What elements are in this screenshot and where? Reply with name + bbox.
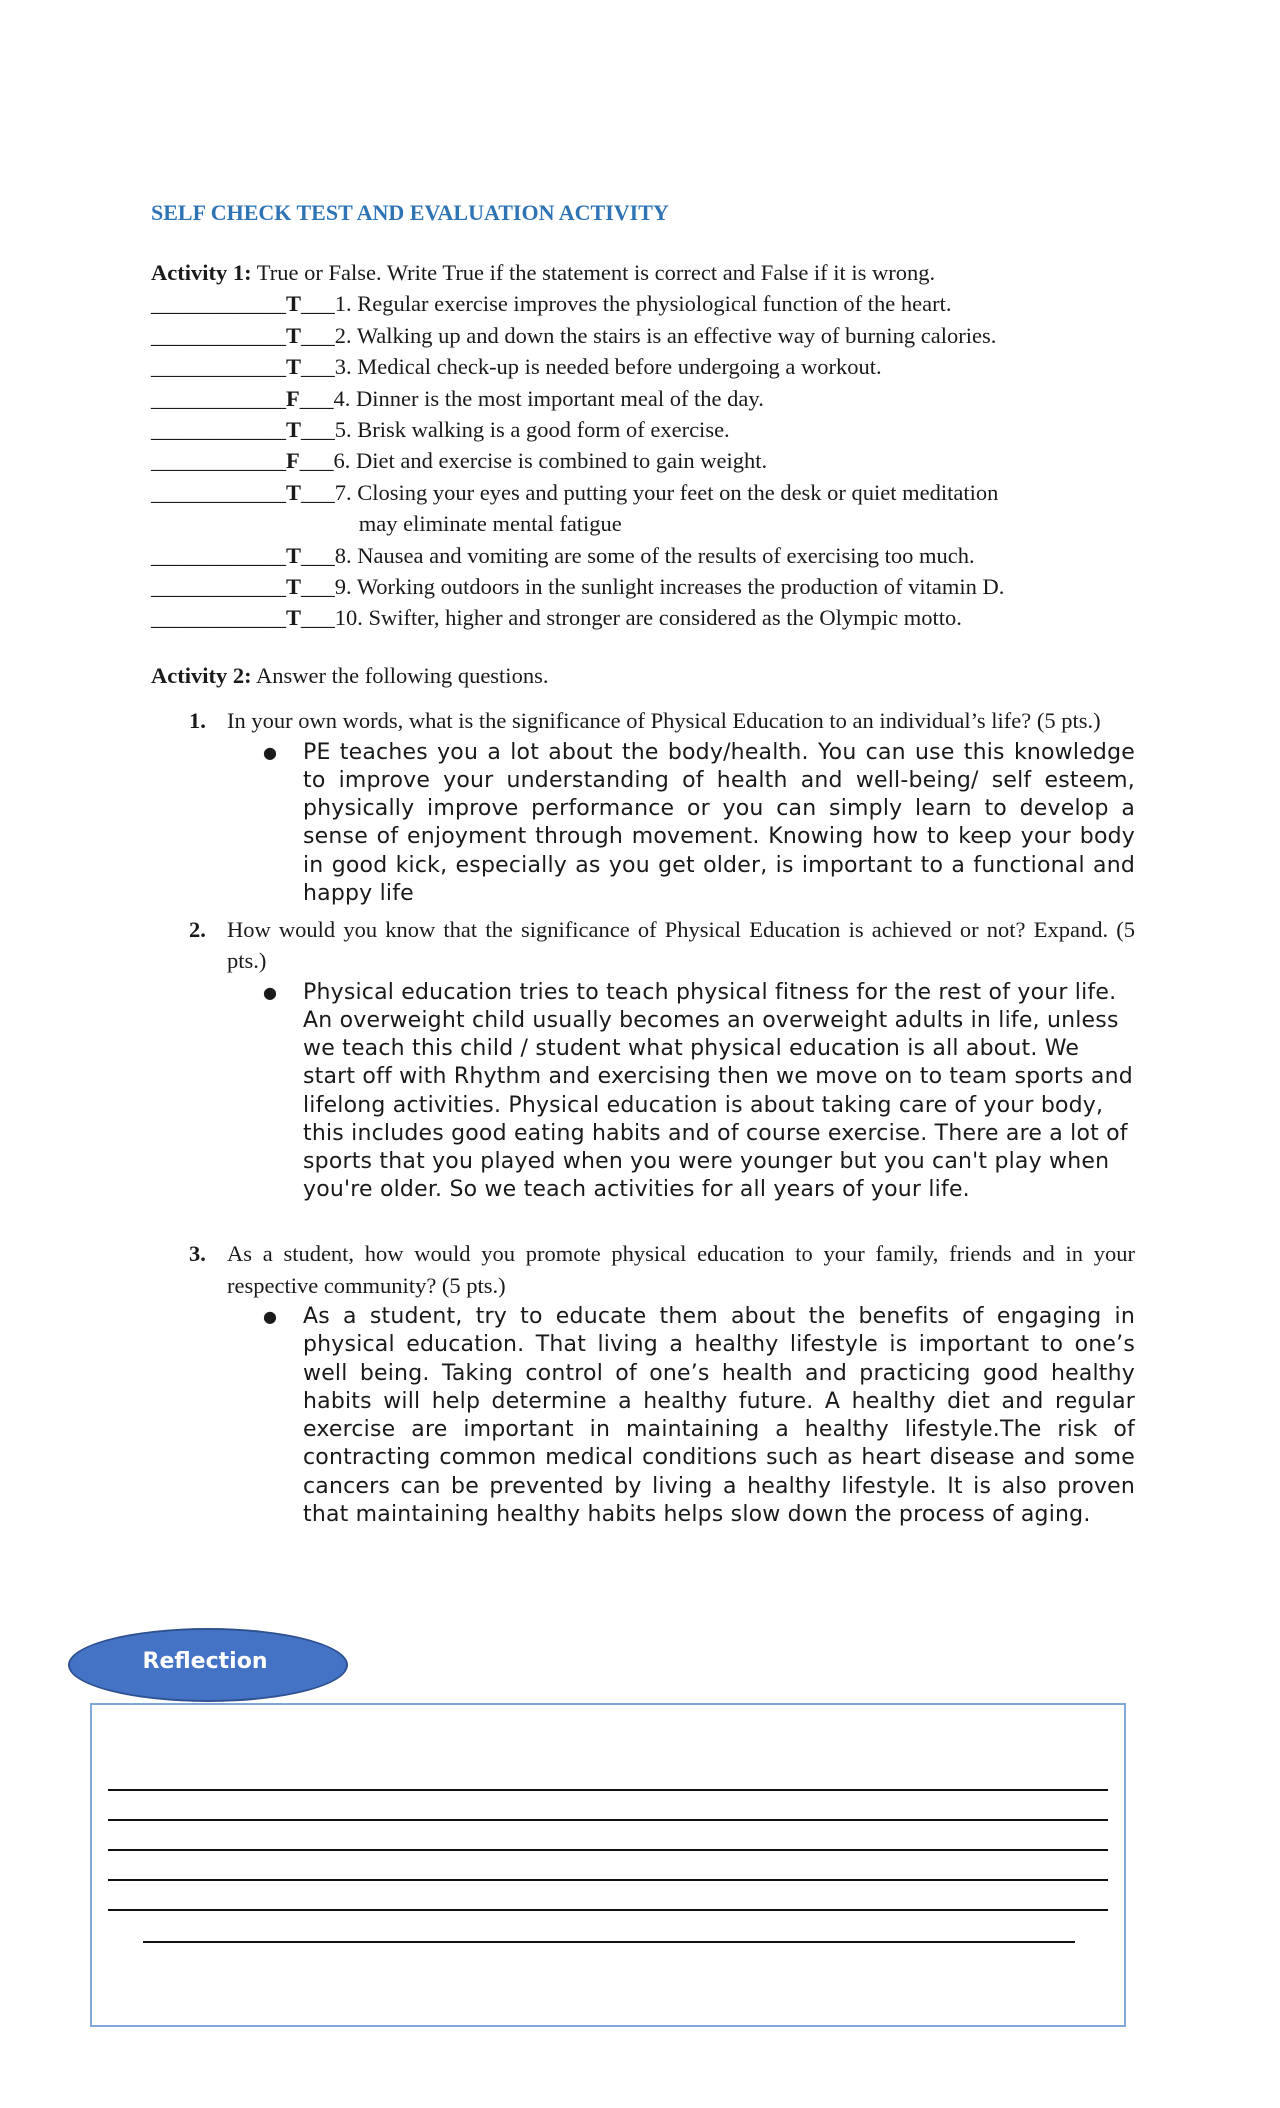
page-title: SELF CHECK TEST AND EVALUATION ACTIVITY xyxy=(151,200,669,225)
true-false-item xyxy=(151,414,1131,445)
tf-statement-text: 3. Medical check-up is needed before undergoing a workout. xyxy=(334,354,882,380)
answer-bullet xyxy=(227,979,1135,1205)
answer-text: Physical education tries to teach physical fitness for the rest of your life. An overweight child usually becomes an overweight adults in life, unless we teach this child / student what physical education is all about. We start off with Rhythm and exercising then we move on to team sports and lifelong activities. Physical education is about taking care of your body, this includes good eating habits and of course exercise. There are a lot of sports that you played when you were younger but you can't play when you're older. So we teach activities for all years of your life. xyxy=(303,979,1133,1203)
answer-blank: ____________ xyxy=(151,605,286,631)
question-list xyxy=(151,705,1135,1529)
tf-statement-text: 1. Regular exercise improves the physiological function of the heart. xyxy=(334,291,952,317)
question-text: As a student, how would you promote physical education to your family, friends and in your respective community? (5 pts.) xyxy=(227,1241,1135,1298)
tf-statement xyxy=(335,351,882,382)
true-false-item xyxy=(151,383,1131,414)
answer-blank: ____________ xyxy=(151,479,286,505)
tf-answer: F xyxy=(286,385,300,411)
answer-blank-trailing: ___ xyxy=(299,448,334,474)
activity-1-intro xyxy=(151,257,1131,288)
tf-statement-text: 4. Dinner is the most important meal of the day. xyxy=(333,385,764,411)
answer-bullet xyxy=(227,739,1135,908)
tf-statement xyxy=(335,320,997,351)
answer-blank-trailing: ___ xyxy=(301,479,335,505)
tf-answer: T xyxy=(286,479,302,505)
tf-statement-text: 9. Working outdoors in the sunlight increases the production of vitamin D. xyxy=(334,574,1005,600)
answer-blank: ____________ xyxy=(151,322,286,348)
question-number: 2. xyxy=(189,917,206,943)
tf-statement-text: 6. Diet and exercise is combined to gain weight. xyxy=(333,448,768,474)
reflection-line[interactable] xyxy=(108,1819,1108,1821)
true-false-list xyxy=(151,288,1131,633)
tf-statement xyxy=(334,383,764,414)
answer-blank-trailing: ___ xyxy=(301,542,335,568)
reflection-line[interactable] xyxy=(108,1849,1108,1851)
activity-2-label: Activity 2: xyxy=(151,663,252,688)
tf-statement xyxy=(335,571,1005,602)
activity-1-instructions: True or False. Write True if the statement is correct and False if it is wrong. xyxy=(251,260,936,285)
tf-statement-text: 7. Closing your eyes and putting your feet on the desk or quiet meditation xyxy=(334,479,999,505)
true-false-item xyxy=(151,445,1131,476)
activity-2-instructions: Answer the following questions. xyxy=(251,663,549,688)
true-false-item xyxy=(151,320,1131,351)
answer-bullet xyxy=(227,1303,1135,1529)
activity-2-section xyxy=(151,660,1135,1529)
reflection-line[interactable] xyxy=(143,1941,1075,1943)
bullet-icon: ● xyxy=(263,982,277,1002)
reflection-line[interactable] xyxy=(108,1909,1108,1911)
true-false-item xyxy=(151,288,1131,319)
tf-statement-text: 10. Swifter, higher and stronger are considered as the Olympic motto. xyxy=(334,605,962,631)
answer-blank: ____________ xyxy=(151,385,286,411)
true-false-item xyxy=(151,351,1131,382)
answer-blank: ____________ xyxy=(151,542,286,568)
tf-answer: T xyxy=(286,354,302,380)
tf-statement xyxy=(335,477,1095,540)
reflection-label: Reflection xyxy=(142,1649,268,1674)
tf-statement xyxy=(334,445,768,476)
answer-blank-trailing: ___ xyxy=(301,574,335,600)
bullet-icon: ● xyxy=(263,742,277,762)
answer-blank: ____________ xyxy=(151,574,286,600)
tf-statement-continuation: may eliminate mental fatigue xyxy=(358,511,622,537)
tf-answer: T xyxy=(286,574,302,600)
answer-blank-trailing: ___ xyxy=(301,322,335,348)
answer-blank: ____________ xyxy=(151,448,286,474)
activity-2-intro xyxy=(151,660,1135,691)
answer-blank-trailing: ___ xyxy=(301,417,335,443)
reflection-line[interactable] xyxy=(108,1789,1108,1791)
reflection-box[interactable] xyxy=(90,1703,1126,2027)
activity-1-label: Activity 1: xyxy=(151,260,252,285)
bullet-icon: ● xyxy=(263,1307,277,1327)
reflection-line[interactable] xyxy=(108,1879,1108,1881)
answer-blank: ____________ xyxy=(151,291,286,317)
answer-blank-trailing: ___ xyxy=(301,291,335,317)
true-false-item xyxy=(151,571,1131,602)
tf-answer: T xyxy=(286,605,302,631)
true-false-item xyxy=(151,540,1131,571)
tf-answer: F xyxy=(286,448,300,474)
tf-answer: T xyxy=(286,417,302,443)
answer-text: As a student, try to educate them about the benefits of engaging in physical education. That living a healthy lifestyle is important to one’s well being. Taking control of one’s health and practicing good healthy habits will help determine a healthy future. A healthy diet and regular exercise are important in maintaining a healthy lifestyle.The risk of contracting common medical conditions such as heart disease and some cancers can be prevented by living a healthy lifestyle. It is also proven that maintaining healthy habits helps slow down the process of aging. xyxy=(303,1304,1135,1527)
tf-statement xyxy=(335,540,975,571)
answer-blank: ____________ xyxy=(151,417,286,443)
true-false-item xyxy=(151,477,1131,540)
answer-blank: ____________ xyxy=(151,354,286,380)
question-text: How would you know that the significance of Physical Education is achieved or not? Expand. (5 pts.) xyxy=(227,917,1135,974)
question-item xyxy=(151,914,1135,1204)
answer-blank-trailing: ___ xyxy=(301,605,335,631)
tf-statement xyxy=(335,602,962,633)
tf-answer: T xyxy=(286,542,302,568)
question-number: 1. xyxy=(189,708,206,734)
reflection-badge xyxy=(68,1628,348,1702)
question-item xyxy=(151,1238,1135,1528)
tf-statement-text: 2. Walking up and down the stairs is an effective way of burning calories. xyxy=(334,322,997,348)
question-text: In your own words, what is the significance of Physical Education to an individual’s life? (5 pts.) xyxy=(227,708,1101,734)
tf-statement xyxy=(335,414,730,445)
answer-blank-trailing: ___ xyxy=(301,354,335,380)
question-item xyxy=(151,705,1135,908)
tf-statement xyxy=(335,288,952,319)
true-false-item xyxy=(151,602,1131,633)
tf-answer: T xyxy=(286,322,302,348)
answer-blank-trailing: ___ xyxy=(299,385,334,411)
activity-1-section xyxy=(151,257,1131,634)
tf-statement-text: 5. Brisk walking is a good form of exercise. xyxy=(334,417,730,443)
question-number: 3. xyxy=(189,1241,206,1267)
tf-answer: T xyxy=(286,291,302,317)
tf-statement-text: 8. Nausea and vomiting are some of the results of exercising too much. xyxy=(334,542,975,568)
answer-text: PE teaches you a lot about the body/health. You can use this knowledge to improve your understanding of health and well-being/ self esteem, physically improve performance or you can simply learn to develop a sense of enjoyment through movement. Knowing how to keep your body in good kick, especially as you get older, is important to a functional and happy life xyxy=(303,739,1135,906)
